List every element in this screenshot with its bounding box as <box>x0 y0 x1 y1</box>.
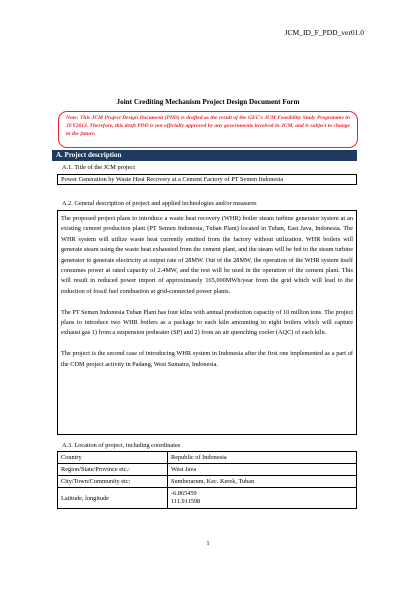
location-value: West Java <box>168 464 357 476</box>
location-key: Country <box>58 452 168 464</box>
page-number: 1 <box>206 540 210 547</box>
longitude-value: 111.911598 <box>171 498 201 505</box>
a2-paragraph-1: The proposed project plans to introduce a waste heat recovery (WHR) boiler steam turbine generator system at an existing cement production plant (PT Semen Indonesia, Tuban Plant) located in Tuban, East Java, Indonesia. The WHR system will utilize waste heat currently emitted from the factory without utilization. WHR boilers will generate steam using the waste heat exhausted from the cement plant, and the steam will be fed to the steam turbine generator to generate electricity at output rate of 28MW. Out of the 28MW, the operation of the WHR system itself consumes power at rated capacity of 2.4MW, and the rest will be used in the operation of the cement plant. This will result in reduced power import of approximately 165,000MWh/year from the grid which will lead to the reduction of fossil fuel combustion at grid-connected power plants. <box>61 215 353 295</box>
document-id: JCM_ID_F_PDD_ver01.0 <box>284 28 364 37</box>
form-title: Joint Crediting Mechanism Project Design Document Form <box>116 98 300 106</box>
location-value: Republic of Indonesia <box>168 452 357 464</box>
section-a-heading: A. Project description <box>52 150 357 161</box>
a3-label: A.3. Location of project, including coordinates <box>62 442 181 449</box>
location-value: Sumberarum, Kec. Kerek, Tuban <box>168 476 357 488</box>
a2-paragraph-2: The PT Semen Indonesia Tuban Plant has four kilns with annual production capacity of 10 million tons. The project plans to introduce two WHR boilers as a package to each kiln amounting to eight boilers which will capture exhaust gas 1) from a suspension preheater (SP) and 2) from an air quenching cooler (AQC) of each kiln. <box>61 308 354 337</box>
a2-paragraph-3: The project is the second case of introducing WHR system in Indonesia after the first one implemented as a part of the CDM project activity in Padang, West Sumatra, Indonesia. <box>61 350 353 368</box>
draft-note: Note: This JCM Project Design Document (PDD) is drafted as the result of the GEC's JCM Feasibility Study Programme in JFY2013. Therefore, this draft PDD is not officially approved by any governments involved in JCM, and is subject to change in the future. <box>58 111 358 148</box>
a2-label: A.2. General description of project and applied technologies and/or measures <box>62 200 257 207</box>
table-row <box>58 452 357 464</box>
location-key: Latitude, longitude <box>58 488 168 509</box>
table-row <box>58 464 357 476</box>
a2-description <box>57 210 357 435</box>
location-table <box>57 451 357 509</box>
table-row <box>58 476 357 488</box>
a1-project-title: Power Generation by Waste Heat Recovery at a Cement Factory of PT Semen Indonesia <box>57 174 357 185</box>
location-key: Region/State/Province etc.: <box>58 464 168 476</box>
table-row <box>58 488 357 509</box>
latitude-value: -6.865459 <box>171 490 197 497</box>
a1-label: A.1. Title of the JCM project <box>62 164 135 171</box>
location-value <box>168 488 357 509</box>
location-key: City/Town/Community etc: <box>58 476 168 488</box>
